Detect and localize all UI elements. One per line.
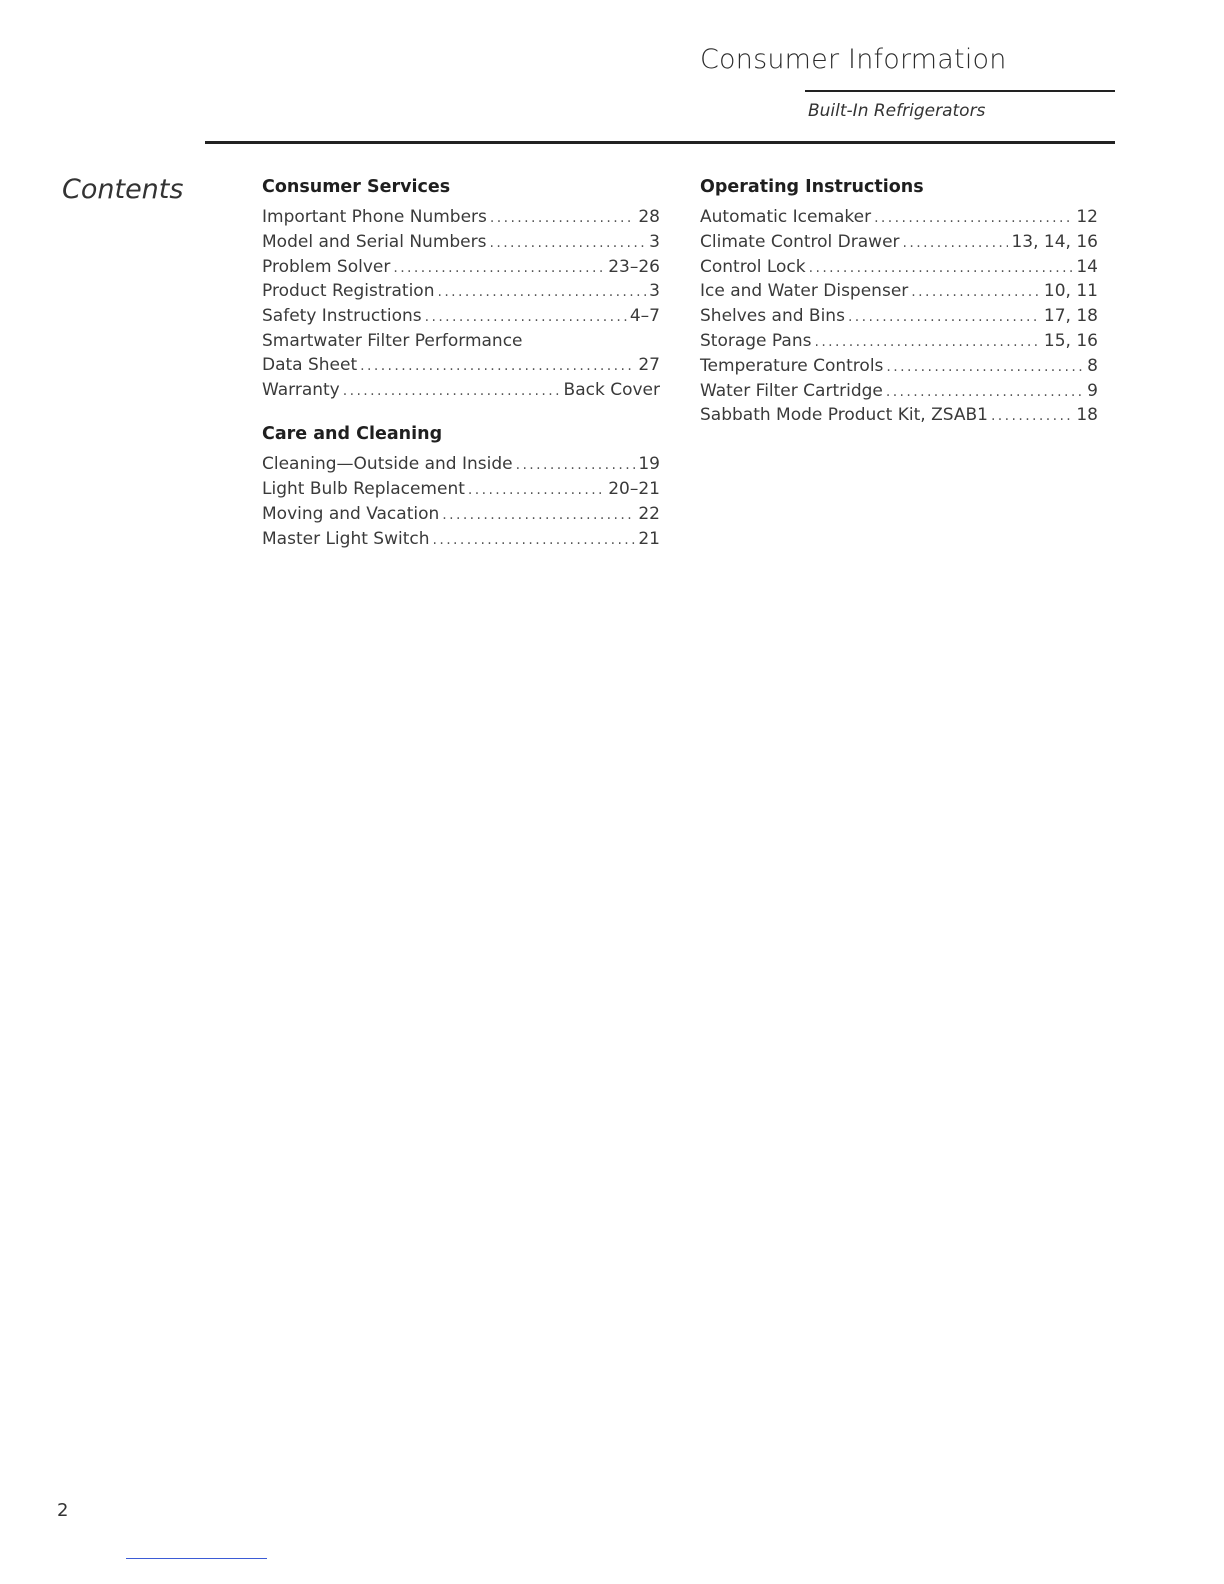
toc-entry-label-line[interactable]: Smartwater Filter Performance [262,330,523,351]
dot-leader [433,529,636,553]
toc-entry[interactable] [700,330,1098,355]
toc-entry-page: 20–21 [608,479,660,500]
toc-entry-label: Data Sheet [262,354,358,375]
toc-entry-label: Automatic Icemaker [700,207,872,227]
toc-entry-label: Important Phone Numbers [262,207,487,227]
dot-leader [442,504,635,528]
contents-heading: Contents [62,174,184,205]
toc-entry-page: 12 [1076,207,1098,227]
dot-leader [343,380,561,404]
toc-entry[interactable] [262,256,660,281]
dot-leader [425,306,627,330]
toc-entry[interactable] [262,305,660,330]
dot-leader [490,232,647,256]
section-title: Operating Instructions [700,177,924,197]
dot-leader [874,207,1073,231]
dot-leader [490,207,635,231]
dot-leader [991,405,1073,429]
toc-entry-page: 23–26 [608,256,660,277]
toc-entry-page: 10, 11 [1043,281,1098,302]
toc-entry[interactable] [700,256,1098,281]
toc-entry-label: Climate Control Drawer [700,231,900,252]
toc-entry-page: 21 [638,528,660,549]
toc-entry[interactable] [262,478,660,503]
toc-entry-label: Storage Pans [700,330,812,351]
toc-entry[interactable] [262,379,660,404]
section-title: Care and Cleaning [262,424,443,445]
toc-entry-label: Control Lock [700,256,806,277]
toc-entry-label: Moving and Vacation [262,503,440,524]
toc-entry[interactable] [262,354,660,379]
toc-entry-label: Light Bulb Replacement [262,479,465,500]
dot-leader [516,454,636,478]
dot-leader [360,355,635,379]
toc-entry-page: 15, 16 [1043,330,1098,351]
toc-entry-page: 19 [638,454,660,475]
dot-leader [911,281,1041,305]
section-title: Consumer Services [262,177,451,197]
header-subtitle: Built-In Refrigerators [808,101,986,121]
toc-entry-page: 28 [638,207,660,227]
toc-left-column [262,174,660,571]
toc-entry[interactable] [262,453,660,478]
toc-entry-label: Water Filter Cartridge [700,380,883,401]
toc-entry-page: 9 [1087,380,1098,401]
toc-entry[interactable] [262,528,660,553]
toc-entry-page: 8 [1087,355,1098,376]
toc-entry[interactable] [700,206,1098,231]
toc-entry-label: Shelves and Bins [700,306,845,327]
toc-entry[interactable] [700,231,1098,256]
toc-entry-label: Safety Instructions [262,306,422,327]
section-care-and-cleaning [262,421,660,552]
toc-entry-label: Problem Solver [262,256,391,277]
toc-entry-page: 4–7 [629,306,660,327]
toc-entry-label: Product Registration [262,281,435,302]
toc-entry[interactable] [262,206,660,231]
toc-entry-label: Cleaning—Outside and Inside [262,454,513,475]
dot-leader [809,257,1074,281]
toc-entry[interactable] [700,404,1098,429]
toc-entry[interactable] [262,280,660,305]
toc-entry-label: Ice and Water Dispenser [700,281,909,302]
toc-entry[interactable] [262,503,660,528]
toc-entry-page: 22 [638,503,660,524]
header-rule-short [805,90,1115,92]
section-operating-instructions [700,174,1098,429]
footer-link-underline [126,1558,267,1559]
header-title: Consumer Information [700,44,1007,75]
toc-entry-page: 14 [1076,256,1098,277]
dot-leader [903,232,1009,256]
toc-entry-label: Warranty [262,379,340,400]
toc-entry-label: Sabbath Mode Product Kit, ZSAB1 [700,405,988,426]
toc-entry[interactable] [700,305,1098,330]
dot-leader [393,257,605,281]
toc-entry[interactable] [700,380,1098,405]
toc-entry[interactable] [262,231,660,256]
toc-entry-page: 13, 14, 16 [1011,231,1098,252]
page-number: 2 [57,1500,69,1521]
dot-leader [468,479,605,503]
toc-entry-label: Temperature Controls [700,355,884,376]
toc-entry[interactable] [700,355,1098,380]
toc-entry-page: 18 [1076,405,1098,426]
dot-leader [437,281,646,305]
toc-entry-page: Back Cover [563,379,660,400]
toc-entry-label: Model and Serial Numbers [262,231,487,252]
section-consumer-services [262,174,660,403]
dot-leader [886,381,1084,405]
dot-leader [814,331,1040,355]
toc-entry-label: Master Light Switch [262,528,430,549]
toc-entry[interactable] [700,280,1098,305]
toc-entry-page: 3 [649,231,660,252]
dot-leader [848,306,1041,330]
dot-leader [886,356,1084,380]
toc-right-column [700,174,1098,447]
toc-entry-page: 17, 18 [1043,306,1098,327]
toc-entry-page: 27 [638,354,660,375]
header-rule-long [205,141,1115,144]
toc-entry-page: 3 [649,281,660,302]
